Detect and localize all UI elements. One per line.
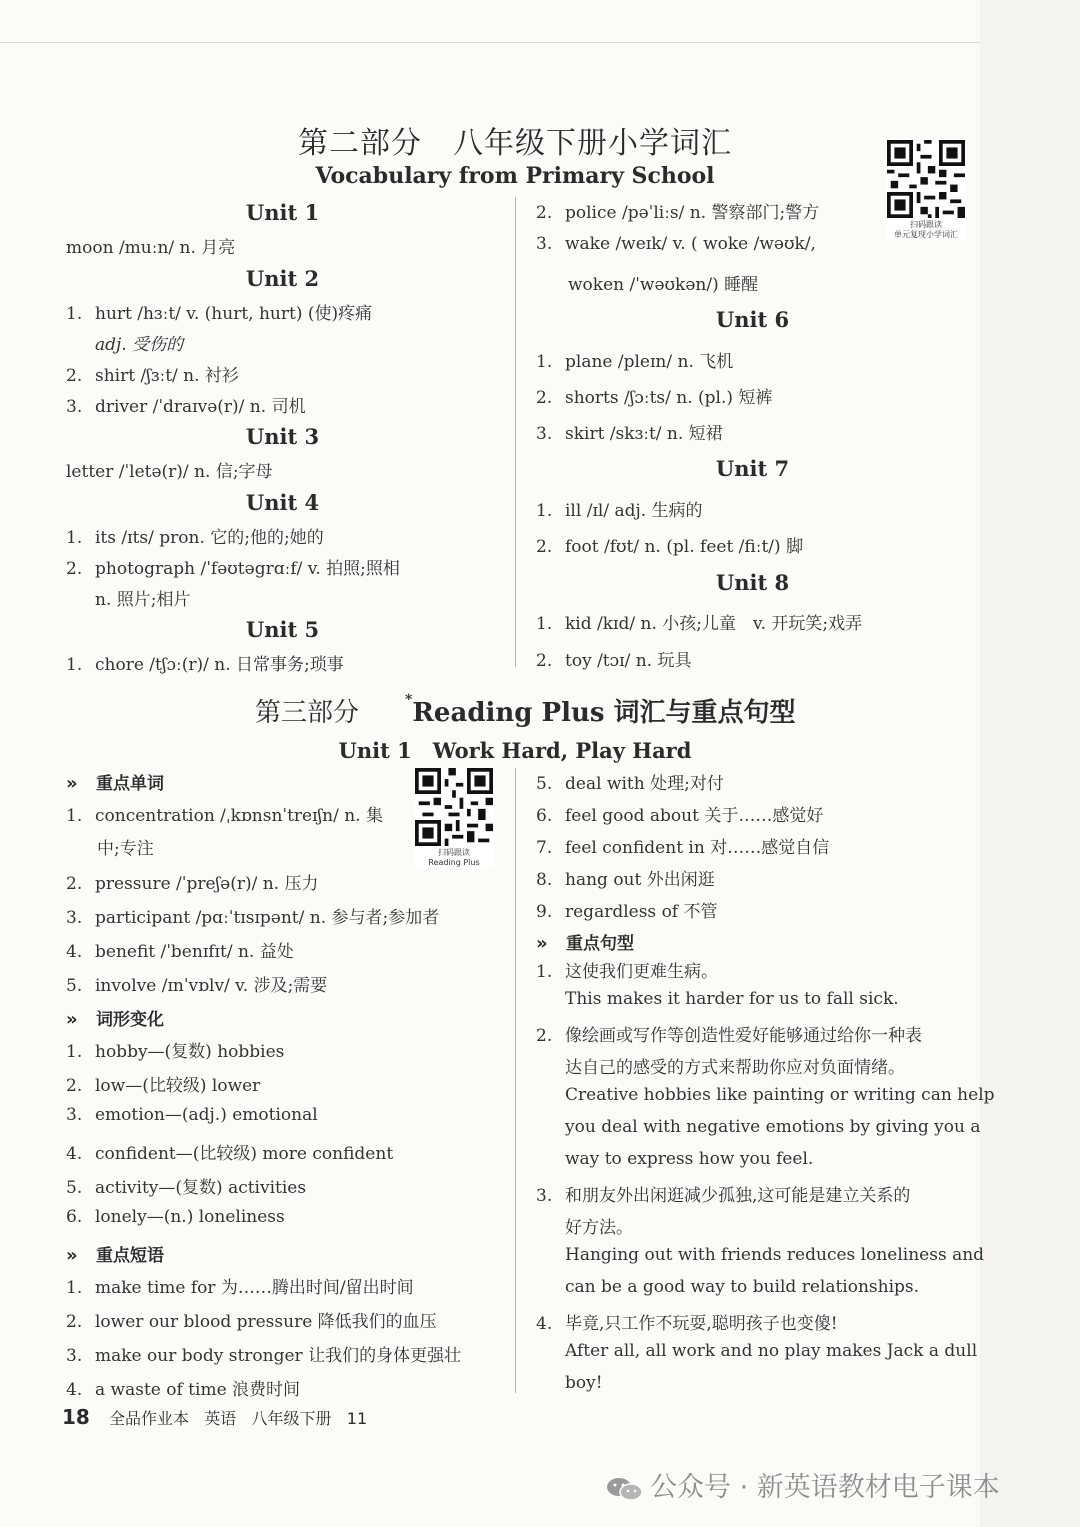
column-divider (515, 768, 516, 1393)
unit-heading: Unit 4 (245, 490, 320, 515)
part2-title-en: Vocabulary from Primary School (315, 163, 715, 189)
item-number: 2. (536, 388, 553, 408)
double-chevron-icon: » (66, 1245, 73, 1266)
section-heading-key-sentences: » 重点句型 (536, 933, 634, 954)
sentence-cn: 4. 毕竟,只工作不玩耍,聪明孩子也变傻! (536, 1314, 838, 1334)
phrase-entry: 1. make time for 为……腾出时间/留出时间 (66, 1278, 414, 1298)
word-form-entry: 4. confident—(比较级) more confident (66, 1144, 394, 1164)
qr-code-vocab[interactable] (886, 140, 966, 240)
qr-code-reading-plus[interactable] (414, 768, 494, 868)
part3-title-en: *Reading Plus 词汇与重点句型 (405, 692, 796, 728)
word-form-entry: 2. low—(比较级) lower (66, 1076, 261, 1096)
sentence-en: boy! (565, 1373, 603, 1393)
item-number: 1. (536, 352, 553, 372)
item-number: 3. (66, 397, 83, 417)
sentence-cn: 3. 和朋友外出闲逛减少孤独,这可能是建立关系的 (536, 1186, 911, 1206)
item-number: 3. (66, 908, 83, 928)
item-number: 1. (66, 1042, 83, 1062)
sentence-cn: 1. 这使我们更难生病。 (536, 962, 718, 982)
vocab-entry: 3. participant /pɑːˈtɪsɪpənt/ n. 参与者;参加者 (66, 908, 440, 928)
item-number: 2. (536, 537, 553, 557)
item-number: 1. (536, 614, 553, 634)
vocab-entry: 1. concentration /ˌkɒnsnˈtreɪʃn/ n. 集 (66, 806, 383, 826)
item-number: 1. (66, 806, 83, 826)
vocab-entry: 2. foot /fʊt/ n. (pl. feet /fiːt/) 脚 (536, 537, 804, 557)
item-number: 1. (66, 1278, 83, 1298)
item-number: 2. (66, 1312, 83, 1332)
item-number: 5. (536, 774, 553, 794)
vocab-entry: 2. pressure /ˈpreʃə(r)/ n. 压力 (66, 874, 319, 894)
item-number: 6. (66, 1207, 83, 1227)
item-number: 5. (66, 1178, 83, 1198)
subject: 英语 (204, 1409, 237, 1428)
item-number: 2. (536, 1026, 553, 1046)
vocab-entry: 2. shirt /ʃɜːt/ n. 衬衫 (66, 366, 239, 386)
sentence-cn: 达自己的感受的方式来帮助你应对负面情绪。 (565, 1058, 905, 1078)
item-number: 2. (536, 651, 553, 671)
double-chevron-icon: » (66, 773, 73, 794)
phrase-entry: 9. regardless of 不管 (536, 902, 718, 922)
item-number: 3. (66, 1105, 83, 1125)
item-number: 1. (536, 962, 553, 982)
item-number: 6. (536, 806, 553, 826)
item-number: 9. (536, 902, 553, 922)
vocab-entry: 3. wake /weɪk/ v. ( woke /wəʊk/, (536, 234, 816, 254)
item-number: 3. (66, 1346, 83, 1366)
vocab-entry: adj. 受伤的 (95, 335, 184, 355)
qr-caption: 扫码跟读 (910, 220, 942, 229)
phrase-entry: 8. hang out 外出闲逛 (536, 870, 715, 890)
vocab-entry: moon /muːn/ n. 月亮 (66, 238, 236, 258)
item-number: 1. (536, 501, 553, 521)
word-form-entry: 3. emotion—(adj.) emotional (66, 1105, 318, 1125)
item-number: 1. (66, 304, 83, 324)
part3-title-cn: 第三部分 (255, 698, 360, 728)
qr-caption: Reading Plus (428, 858, 480, 867)
word-form-entry: 5. activity—(复数) activities (66, 1178, 307, 1198)
item-number: 2. (66, 1076, 83, 1096)
section-heading-word-forms: » 词形变化 (66, 1009, 164, 1030)
unit-heading: Unit 2 (245, 266, 320, 291)
qr-caption: 扫码跟读 (438, 848, 470, 857)
top-divider (0, 42, 980, 43)
item-number: 2. (66, 559, 83, 579)
sentence-en: After all, all work and no play makes Jack a dull (565, 1341, 978, 1361)
qr-code-icon (886, 140, 966, 218)
vocab-entry: 5. involve /ɪnˈvɒlv/ v. 涉及;需要 (66, 976, 328, 996)
unit-heading: Unit 7 (715, 456, 790, 481)
item-number: 8. (536, 870, 553, 890)
vocab-entry: 1. hurt /hɜːt/ v. (hurt, hurt) (使)疼痛 (66, 304, 373, 324)
vocab-entry: letter /ˈletə(r)/ n. 信;字母 (66, 462, 273, 482)
unit-heading: Unit 1 (245, 200, 320, 225)
item-number: 4. (66, 942, 83, 962)
item-number: 1. (66, 655, 83, 675)
vocab-entry: 3. skirt /skɜːt/ n. 短裙 (536, 424, 723, 444)
sentence-en: This makes it harder for us to fall sick. (565, 989, 899, 1009)
sentence-en: can be a good way to build relationships. (565, 1277, 920, 1297)
vocab-entry: 1. chore /tʃɔː(r)/ n. 日常事务;琐事 (66, 655, 344, 675)
phrase-entry: 5. deal with 处理;对付 (536, 774, 724, 794)
sentence-en: Creative hobbies like painting or writing can help (565, 1085, 995, 1105)
vocab-entry: 4. benefit /ˈbenɪfɪt/ n. 益处 (66, 942, 294, 962)
sentence-cn: 好方法。 (565, 1218, 633, 1238)
vocab-entry: woken /ˈwəʊkən/) 睡醒 (568, 275, 759, 295)
column-divider (515, 197, 516, 667)
page-code: 11 (346, 1409, 368, 1428)
qr-caption: 单元复现小学词汇 (894, 230, 958, 239)
qr-code-icon (414, 768, 494, 846)
page-footer (62, 1405, 367, 1429)
vocab-entry: 2. photograph /ˈfəʊtəgrɑːf/ v. 拍照;照相 (66, 559, 400, 579)
part2-title-cn: 第二部分 八年级下册小学词汇 (298, 126, 732, 161)
part3-unit-title: Unit 1 Work Hard, Play Hard (338, 738, 692, 763)
item-number: 3. (536, 234, 553, 254)
grade: 八年级下册 (251, 1409, 332, 1428)
section-heading-key-phrases: » 重点短语 (66, 1245, 164, 1266)
phrase-entry: 3. make our body stronger 让我们的身体更强壮 (66, 1346, 462, 1366)
vocab-entry: 3. driver /ˈdraɪvə(r)/ n. 司机 (66, 397, 306, 417)
item-number: 4. (66, 1144, 83, 1164)
vocab-entry: 2. shorts /ʃɔːts/ n. (pl.) 短裤 (536, 388, 773, 408)
watermark: 公众号 · 新英语教材电子课本 (606, 1465, 1000, 1504)
unit-heading: Unit 5 (245, 617, 320, 642)
phrase-entry: 4. a waste of time 浪费时间 (66, 1380, 301, 1400)
phrase-entry: 7. feel confident in 对……感觉自信 (536, 838, 830, 858)
item-number: 2. (66, 366, 83, 386)
vocab-entry: 1. ill /ɪl/ adj. 生病的 (536, 501, 703, 521)
unit-heading: Unit 6 (715, 307, 790, 332)
item-number: 4. (536, 1314, 553, 1334)
unit-heading: Unit 8 (715, 570, 790, 595)
item-number: 7. (536, 838, 553, 858)
unit-heading: Unit 3 (245, 424, 320, 449)
book-title: 全品作业本 (108, 1409, 189, 1428)
item-number: 1. (66, 528, 83, 548)
sentence-en: way to express how you feel. (565, 1149, 814, 1169)
page-number: 18 (62, 1405, 90, 1429)
item-number: 3. (536, 1186, 553, 1206)
item-number: 2. (66, 874, 83, 894)
item-number: 5. (66, 976, 83, 996)
item-number: 3. (536, 424, 553, 444)
sentence-en: you deal with negative emotions by giving you a (565, 1117, 981, 1137)
vocab-entry: 2. police /pəˈliːs/ n. 警察部门;警方 (536, 203, 820, 223)
vocab-entry: n. 照片;相片 (95, 590, 191, 610)
phrase-entry: 6. feel good about 关于……感觉好 (536, 806, 824, 826)
section-heading-key-words: » 重点单词 (66, 773, 164, 794)
item-number: 2. (536, 203, 553, 223)
word-form-entry: 6. lonely—(n.) loneliness (66, 1207, 285, 1227)
vocab-entry: 1. plane /pleɪn/ n. 飞机 (536, 352, 734, 372)
vocab-entry: 1. its /ɪts/ pron. 它的;他的;她的 (66, 528, 324, 548)
sentence-cn: 2. 像绘画或写作等创造性爱好能够通过给你一种表 (536, 1026, 922, 1046)
item-number: 4. (66, 1380, 83, 1400)
double-chevron-icon: » (536, 933, 543, 954)
vocab-entry: 1. kid /kɪd/ n. 小孩;儿童 v. 开玩笑;戏弄 (536, 614, 863, 634)
wechat-icon (606, 1477, 644, 1501)
word-form-entry: 1. hobby—(复数) hobbies (66, 1042, 285, 1062)
double-chevron-icon: » (66, 1009, 73, 1030)
sentence-en: Hanging out with friends reduces loneliness and (565, 1245, 985, 1265)
phrase-entry: 2. lower our blood pressure 降低我们的血压 (66, 1312, 437, 1332)
vocab-entry: 中;专注 (97, 839, 154, 859)
vocab-entry: 2. toy /tɔɪ/ n. 玩具 (536, 651, 692, 671)
